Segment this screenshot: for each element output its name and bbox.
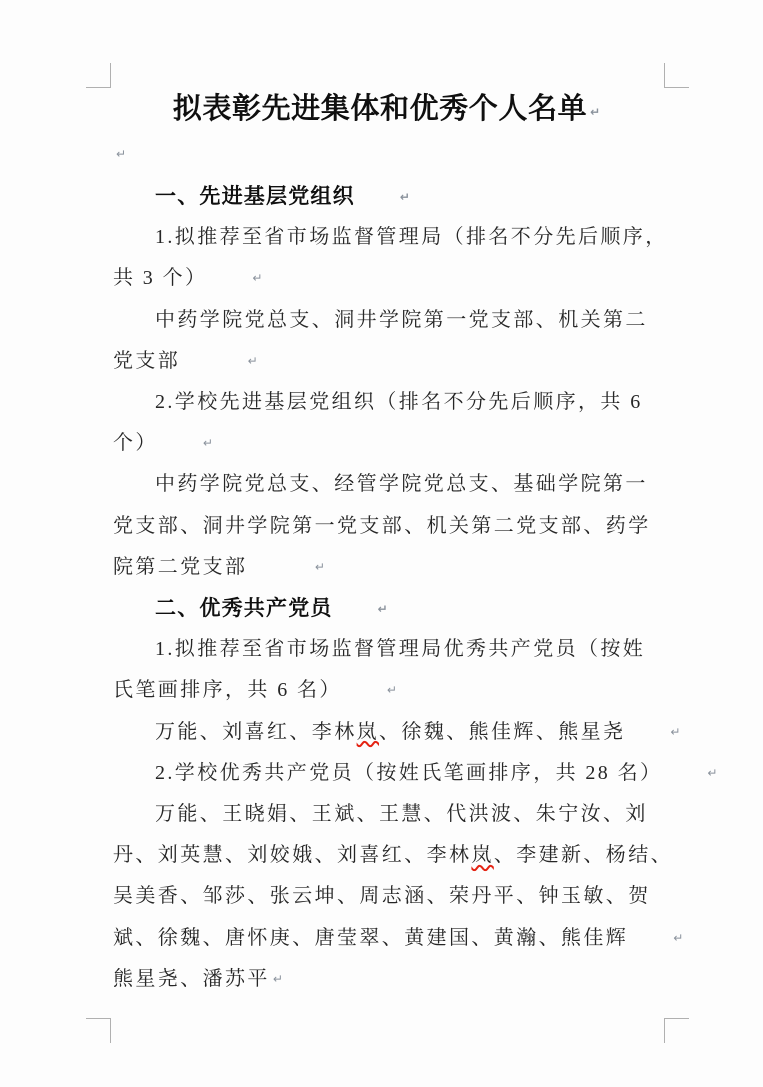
paragraph-mark-icon: ↵ <box>377 602 388 617</box>
spellcheck-underline: 岚 <box>471 844 494 867</box>
paragraph-mark-icon: ↵ <box>590 105 601 119</box>
section-2-item-1-label: 1.拟推荐至省市场监督管理局优秀共产党员（按姓 氏笔画排序，共 6 名） ↵ <box>113 638 646 702</box>
document-title: 拟表彰先进集体和优秀个人名单 ↵ <box>172 93 601 125</box>
paragraph-mark-icon: ↵ <box>252 271 263 286</box>
document-body <box>113 85 718 1000</box>
section-2-item-2-names-continued: 熊星尧、潘苏平 ↵ <box>113 967 283 990</box>
section-1-item-1-names: 中药学院党总支、洞井学院第一党支部、机关第二 党支部 ↵ <box>113 308 648 372</box>
section-1-heading: 一、先进基层党组织 ↵ <box>155 185 410 208</box>
crop-mark-top-left <box>86 63 111 88</box>
empty-paragraph <box>113 133 660 176</box>
section-2-item-2-names: 万能、王晓娟、王斌、王慧、代洪波、朱宁汝、刘 丹、刘英慧、刘姣娥、刘喜红、李林岚、李建新、杨结、 吴美香、邹莎、张云坤、周志涵、荣丹平、钟玉敏、贺 斌、徐魏、唐怀庚、唐莹翠、黄建国、黄瀚、熊佳辉 ↵ <box>113 803 684 949</box>
section-2-item-1-names: 万能、刘喜红、李林岚、徐魏、熊佳辉、熊星尧 ↵ <box>155 720 681 743</box>
section-2-heading: 二、优秀共产党员 ↵ <box>155 597 388 621</box>
spellcheck-underline: 岚 <box>356 720 380 743</box>
section-1-item-1-label: 1.拟推荐至省市场监督管理局（排名不分先后顺序， 共 3 个） ↵ <box>113 226 668 290</box>
section-2-item-2-label: 2.学校优秀共产党员（按姓氏笔画排序，共 28 名） ↵ <box>155 761 718 784</box>
paragraph-mark-icon: ↵ <box>399 190 410 204</box>
crop-mark-bottom-left <box>86 1018 111 1043</box>
paragraph-mark-icon: ↵ <box>247 353 258 368</box>
paragraph-mark-icon: ↵ <box>673 930 684 945</box>
section-1-item-2-names: 中药学院党总支、经管学院党总支、基础学院第一 党支部、洞井学院第一党支部、机关第二党支部、药学 院第二党支部 ↵ <box>113 473 651 578</box>
paragraph-mark-icon: ↵ <box>670 724 681 739</box>
paragraph-mark-icon: ↵ <box>314 559 325 574</box>
paragraph-mark-icon: ↵ <box>707 765 718 780</box>
crop-mark-bottom-right <box>664 1018 689 1043</box>
paragraph-mark-icon: ↵ <box>202 436 213 451</box>
paragraph-mark-icon: ↵ <box>116 147 127 161</box>
paragraph-mark-icon: ↵ <box>386 683 397 698</box>
crop-mark-top-right <box>664 63 689 88</box>
paragraph-mark-icon: ↵ <box>272 971 283 986</box>
section-1-item-2-label: 2.学校先进基层党组织（排名不分先后顺序，共 6 个） ↵ <box>113 391 643 455</box>
